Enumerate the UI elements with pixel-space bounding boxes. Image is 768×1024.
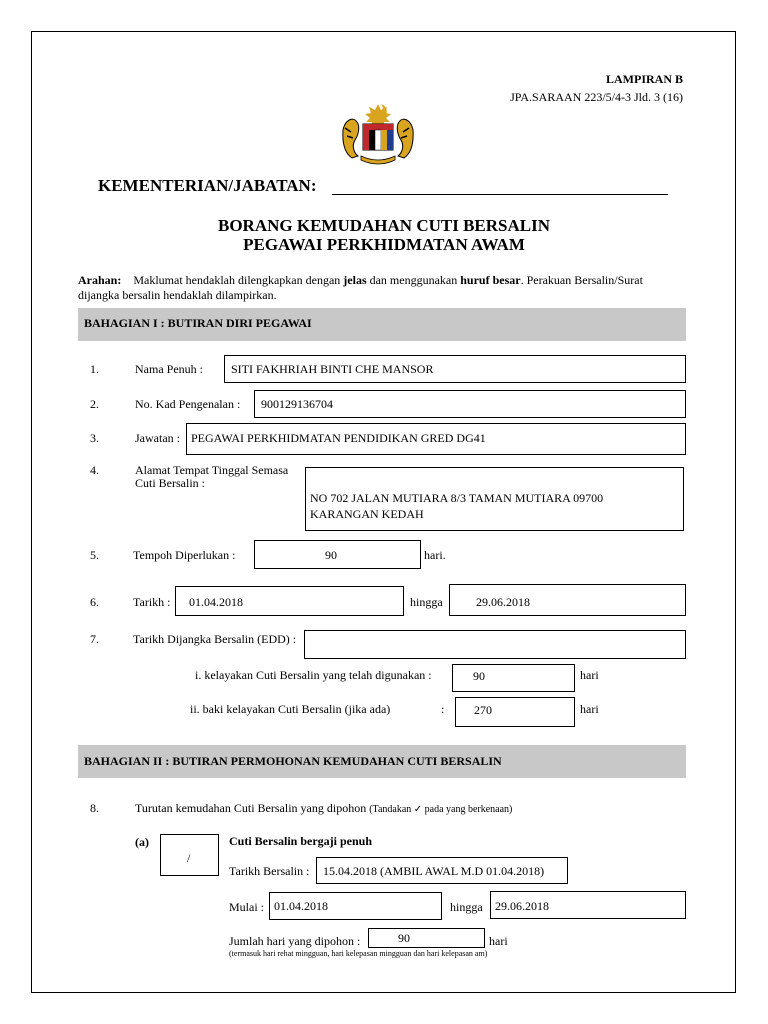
leave-end-value: 29.06.2018 [495, 899, 549, 913]
full-name-field[interactable] [224, 355, 686, 383]
item3-number: 3. [90, 431, 99, 445]
duration-unit: hari. [424, 548, 446, 562]
item8-number: 8. [90, 801, 99, 815]
days-requested-unit: hari [489, 934, 508, 948]
item7i-label: i. kelayakan Cuti Bersalin yang telah digunakan : [195, 668, 432, 682]
section1-header: BAHAGIAN I : BUTIRAN DIRI PEGAWAI [78, 308, 686, 341]
date-from-field[interactable] [175, 586, 404, 616]
days-requested-note: (termasuk hari rehat mingguan, hari kelepasan mingguan dan hari kelepasan am) [229, 949, 488, 958]
balance-entitlement-unit: hari [580, 702, 599, 716]
balance-entitlement-field[interactable] [455, 697, 575, 727]
item7ii-colon: : [441, 702, 445, 716]
leave-start-label: Mulai : [229, 900, 264, 914]
edd-field[interactable] [304, 630, 686, 659]
section2-header: BAHAGIAN II : BUTIRAN PERMOHONAN KEMUDAHAN CUTI BERSALIN [78, 745, 686, 778]
instructions-text-3: . Perakuan Bersalin/Surat [520, 273, 643, 287]
date-to-value: 29.06.2018 [476, 595, 530, 609]
instructions-line1 [78, 273, 643, 287]
form-title-line2: PEGAWAI PERKHIDMATAN AWAM [243, 235, 525, 254]
instructions-emph-2: huruf besar [460, 273, 521, 287]
position-value: PEGAWAI PERKHIDMATAN PENDIDIKAN GRED DG41 [191, 431, 486, 445]
item7-number: 7. [90, 632, 99, 646]
item1-number: 1. [90, 362, 99, 376]
item2-number: 2. [90, 397, 99, 411]
item4-label-line1: Alamat Tempat Tinggal Semasa [135, 463, 289, 477]
leave-end-label: hingga [450, 900, 483, 914]
item8-label [135, 801, 512, 817]
item6-number: 6. [90, 595, 99, 609]
date-to-field[interactable] [449, 584, 686, 616]
option-a-label: (a) [135, 835, 149, 849]
ministry-label: KEMENTERIAN/JABATAN: [98, 176, 317, 195]
address-line1: NO 702 JALAN MUTIARA 8/3 TAMAN MUTIARA 09700 [310, 491, 604, 505]
duration-field[interactable] [254, 540, 421, 569]
duration-value: 90 [325, 548, 337, 562]
option-a-title: Cuti Bersalin bergaji penuh [229, 834, 373, 848]
item1-label: Nama Penuh : [135, 362, 203, 376]
item6-label: Tarikh : [133, 595, 171, 609]
instructions-label: Arahan: [78, 273, 122, 287]
balance-entitlement-value: 270 [474, 703, 492, 717]
lampiran-label: LAMPIRAN B [606, 72, 683, 86]
instructions-text-1: Maklumat hendaklah dilengkapkan dengan [133, 273, 341, 287]
leave-end-field[interactable] [490, 891, 686, 919]
address-line2: KARANGAN KEDAH [310, 507, 424, 521]
option-a-mark: / [187, 851, 191, 865]
days-requested-label: Jumlah hari yang dipohon : [229, 934, 361, 948]
item5-label: Tempoh Diperlukan : [133, 548, 236, 562]
item2-label: No. Kad Pengenalan : [135, 397, 241, 411]
used-entitlement-field[interactable] [452, 664, 575, 692]
date-from-value: 01.04.2018 [189, 595, 243, 609]
item3-label: Jawatan : [135, 431, 180, 445]
item7-label: Tarikh Dijangka Bersalin (EDD) : [133, 632, 297, 646]
item5-number: 5. [90, 548, 99, 562]
ministry-field-line[interactable] [332, 194, 668, 195]
used-entitlement-unit: hari [580, 668, 599, 682]
birth-date-label: Tarikh Bersalin : [229, 864, 310, 878]
item8-note: (Tandakan ✓ pada yang berkenaan) [369, 804, 513, 815]
full-name-value: SITI FAKHRIAH BINTI CHE MANSOR [231, 362, 434, 376]
reference-number: JPA.SARAAN 223/5/4-3 Jld. 3 (16) [510, 90, 683, 104]
malaysia-coat-of-arms-icon [333, 100, 423, 166]
instructions-line2: dijangka bersalin hendaklah dilampirkan. [78, 288, 277, 302]
ic-number-value: 900129136704 [261, 397, 333, 411]
item7ii-label: ii. baki kelayakan Cuti Bersalin (jika ada) [190, 702, 391, 716]
date-to-label: hingga [410, 595, 443, 609]
address-field[interactable] [305, 467, 684, 531]
item4-number: 4. [90, 463, 99, 477]
birth-date-value: 15.04.2018 (AMBIL AWAL M.D 01.04.2018) [323, 864, 545, 878]
form-title-line1: BORANG KEMUDAHAN CUTI BERSALIN [217, 216, 550, 235]
leave-start-value: 01.04.2018 [274, 899, 328, 913]
leave-start-field[interactable] [269, 892, 442, 920]
birth-date-field[interactable] [316, 857, 568, 884]
option-a-checkbox[interactable] [160, 834, 219, 876]
position-field[interactable] [186, 423, 686, 455]
used-entitlement-value: 90 [473, 669, 485, 683]
days-requested-value: 90 [398, 931, 410, 945]
instructions-emph-1: jelas [343, 273, 367, 287]
ic-number-field[interactable] [254, 390, 686, 418]
item4-label-line2: Cuti Bersalin : [135, 476, 205, 490]
instructions-text-2: dan menggunakan [369, 273, 458, 287]
item8-label-text: Turutan kemudahan Cuti Bersalin yang dipohon [135, 801, 367, 815]
days-requested-field[interactable] [368, 928, 485, 948]
